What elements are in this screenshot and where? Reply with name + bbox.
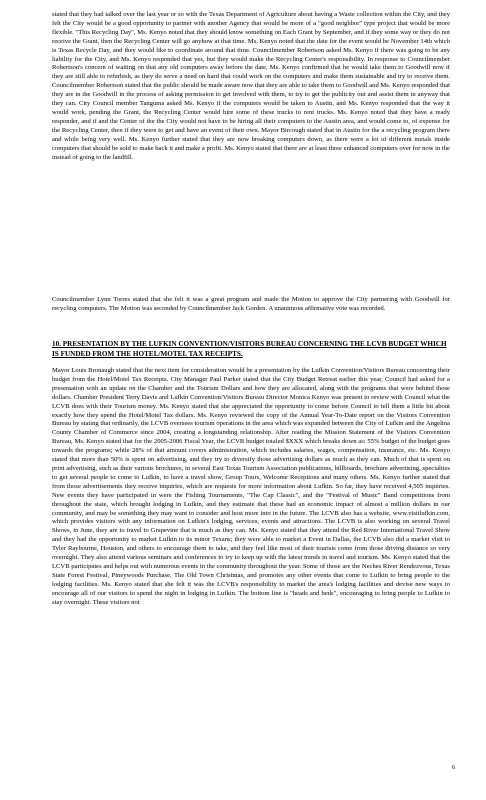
presentation-paragraph: Mayor Louis Bronaugh stated that the next item for consideration would be a presentation by the Lufkin Convention/Visitors Bureau concerning their budget from the Hotel/Motel Tax Receipts. City Manager Paul Parker stated that the City Budget Retreat earlier this year, Council had asked for a presentation with an update on the Chamber and the Tourism Dollars and how they are allocated, along with the programs that were behind those dollars. Chamber President Terry Davis and Lufkin Convention/Visitors Bureau Director Monica Kenyo was present to review with Council what the LCVB does with their Tourism money. Ms. Kenyo stated that she appreciated the opportunity to come before Council to tell them a little bit about exactly how they spend the Hotel/Motel Tax dollars. Ms. Kenyo reviewed the copy of the Annual Year-To-Date report on the Visitors Convention Bureau by stating that ordinarily, the LCVB oversees tourism operations in the area which was expanded between the City of Lufkin and the Angelina County Chamber of Commerce since 2004, creating a longstanding relationship. After reading the Mission Statement of the Visitors Convention Bureau, Ms. Kenyo stated that for the 2005-2006 Fiscal Year, the LCVB budget totaled $XXX which breaks down as: 55% budget of the budget goes towards the programs; while 28% of that amount covers administration, which includes salaries, wages, compensation, insurance, etc. Ms. Kenyo stated that more than 50% is spent on advertising, and they try to diversify those advertising dollars as much as they can. Much of that is spent on print advertising, such as their various brochures, in several East Texas Tourism Association publications, billboards, brochure advertising, specialties to get several people to come to Lufkin, to have a travel show, Group Tours, Welcome Receptions and many others. Ms. Kenyo further stated that from those advertisements they receive inquiries, which are requests for more information about Lufkin. So far, they have received 4,505 inquiries. New events they have participated in were the Fishing Tournaments, "The Cap Classic", and the "Festival of Music" Band competitions from throughout the state, which brought lodging in Lufkin, and they estimate that these had an economic impact of almost a million dollars in our community, and may be something they may want to consider and host more into in the future. The LCVB also has a website, www.visitlufkin.com, which provides visitors with any information on Lufkin's lodging, services, events and attractions. The LCVB is also working on several Travel Shows, in June, they are to travel to Grapevine that is much as they can. Ms. Kenyo stated that they attend the Red River International Travel Show and they had the opportunity to market Lufkin to its minor Texans; they were able to market a Event in Dallas, the LCVB also did a market visit to Tyler Raybourne, Houston, and others to encourage them to take, and they feel like most of their tourists come from those driving distance so very overnight. They also attend various seminars and conferences to try to keep up with the latest trends in travel and tourism. Ms. Kenyo stated that the LCVB participates and helps out with numerous events in the community throughout the year. Some of those are the Neches River Rendezvous, Texas State Forest Festival, Pineywoods Purchase, The Old Town Christmas, and promotes any other events that come to Lufkin to bring people to the lodging facilities. Ms. Kenyo stated that she felt it was the LCVB's responsibility to market the area's lodging facilities and devise new ways to encourage all of our visitors to spend the night in lodging in Lufkin. The bottom line is "heads and beds", encouraging to bring people to Lufkin to stay overnight. These visitors not — [52, 367, 450, 606]
section-heading: 10. PRESENTATION BY THE LUFKIN CONVENTION/VISITORS BUREAU CONCERNING THE LCVB BUDGET WHICH IS FUNDED FROM THE HOTEL/MOTEL TAX RECEIPTS. — [52, 340, 447, 358]
page-number: 6 — [452, 764, 456, 771]
motion-paragraph: Councilmember Lynn Torres stated that she felt it was a great program and made the Motion to approve the City partnering with Goodwill for recycling computers. The Motion was seconded by Councilmember Jack Gorden. A unanimous affirmative vote was recorded. — [52, 296, 450, 312]
body-paragraph: stated that they had talked over the last year or so with the Texas Department of Agriculture about having a Waste collection within the City, and they felt the City would be a good opportunity to partner with another Agency that would be more of a "good neighbor" type project that would be more flexible. "This Recycling Day", Ms. Kenyo noted that they should know something on Each Grant by September, and if they some way or they do not receive the Grant, then the Recycling Center will go anyhow at that time. Ms. Kenyo noted that the date for the event would be November 14th which is Texas Recycle Day, and they would like to coordinate around that time. Councilmember Robertson asked Ms. Kenyo if there was going to be any liability for the City, and Ms. Kenyo responded that yes, but they would make the Recycling Center's responsibility. In response to Councilmember Robertson's concern of waiting on that any old computers away before the date, Ms. Kenyo confirmed that he would take them to Goodwill now if they are still able to refurbish, as they do serve a need on hard that could work on the computers and make them sustainable and try to receive them. Councilmember Robertson stated that the public should be made aware now that they are able to take them to Goodwill and Ms. Kenyo responded that they are in the Goodwill in the process of asking permission to get involved with them, to try to get the publicity out and assist them in anyway that they can. City Council member Tanguma asked Ms. Kenyo if the computers would be taken to Austin, and Ms. Kenyo responded that the way it would work, pending the Grant, the Recycling Center would hire some of these trucks to rent trucks. Ms. Kenyo noted that they have a ready responder, and if and the Center of the the City would not have to be hiring all their computers to the Austin area, and would come to, of expense for the Recycling Center, then if they were to get and have an event of their own. Mayor Bircough stated that in Austin for the a recycling program there and while being very well. Ms. Kenyo further stated that they are now breaking computers down, as there were a lot of different metals inside computers that should be sold to make back it and make a profit. Ms. Kenyo stated that there are at least three enhanced computers over for now in the instead of going to the landfill. — [52, 11, 450, 161]
